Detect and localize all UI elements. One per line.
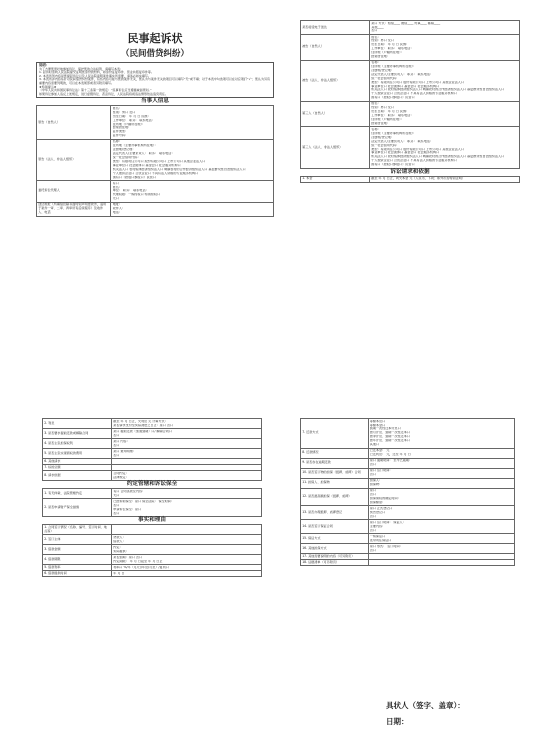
form-row (43, 449, 262, 459)
section-claims-heading: 诉讼请求和依据 (390, 168, 430, 175)
field-line: 证件号码： (112, 134, 129, 138)
row-label: 3. 是否要求提前还款或解除合同 (43, 429, 112, 439)
field-line: 担保物： (369, 483, 383, 487)
field-line: 约定： (113, 545, 123, 549)
row-label: 12. 是否最高额担保（抵押、质押） (301, 488, 369, 506)
field-line: 其他口 (369, 443, 380, 447)
row-label: 11. 担保人、担保物 (301, 478, 369, 488)
field-line: 性别：男口 女口 (371, 39, 394, 43)
form-row (37, 181, 274, 203)
form-row (43, 555, 262, 565)
form-row (301, 544, 515, 554)
form-row (301, 419, 515, 449)
row-field[interactable] (112, 525, 262, 535)
field-line: 工作单位： 职务： 联系电话： (371, 114, 414, 118)
field-line: 无口 (113, 493, 120, 497)
field-line: 担保人： (369, 479, 383, 483)
field-line: 到期一次性还本付息口 (369, 427, 401, 431)
page-3 (42, 418, 262, 736)
field-line: 否口 (113, 511, 120, 515)
form-row (43, 429, 262, 439)
field-line: 否口 (369, 493, 376, 497)
field-line: 担保额度： (369, 500, 386, 504)
field-line: 经常居住地： (371, 55, 390, 59)
field-line: 有口 (112, 181, 119, 185)
form-row (43, 489, 262, 499)
row-label: 4. 借款期限 (43, 555, 112, 565)
page-1 (36, 20, 274, 350)
field-line: 已还本金： 元 (369, 449, 390, 453)
field-line: 注册地/登记地： (371, 68, 394, 72)
form-row (37, 202, 274, 216)
claims-table (300, 176, 520, 183)
form-row (301, 448, 515, 458)
field-line: 已经诉前保全：是口 保全法院： 保全时间： (113, 499, 174, 503)
row-label: 8. 请求依据 (43, 471, 112, 481)
field-line: 机关法人口 农村集体经济组织法人口 城镇农村的合作经济组织法人口 基层群众性自治组织法人口 (371, 88, 505, 92)
row-field[interactable] (370, 176, 520, 182)
field-line: 工作单位： 职务： 联系电话： (371, 47, 414, 51)
field-line: 事业单位口 社会团体口 基金会口 社会服务机构口 (371, 151, 440, 155)
field-line: 事业单位口 社会团体口 基金会口 社会服务机构口 (112, 163, 181, 167)
claims-table-continued (42, 418, 262, 481)
field-line: 出生日期： 年 月 日 民族： (371, 110, 410, 114)
row-label: 1. 本金 (301, 176, 370, 182)
form-row (43, 471, 262, 481)
form-row (301, 468, 515, 478)
instructions-heading: 说明： (39, 63, 50, 67)
field-line: 是口 方式：短信____ 微信____ 传真____ 邮箱____ (371, 21, 441, 25)
field-line: 地址： (112, 203, 122, 207)
page-4 (300, 418, 515, 718)
field-line: 是口 签订时间： (369, 469, 393, 473)
field-line: 约定期限： 年 月 日起至 年 月 日止 (113, 559, 163, 563)
field-line: 利率口 %/年（月/日/年息/月息）/复利口 (113, 565, 169, 569)
field-line: 等额本金口 (369, 423, 386, 427)
field-line: 已还利息： 元，还至 年 月 日 (369, 453, 411, 457)
field-line: 法定代表人/主要负责人： 职务： 联系电话： (112, 152, 175, 156)
field-line: 借款人： (113, 539, 126, 543)
field-line: 统一社会信用代码： (371, 143, 400, 147)
field-line (113, 466, 260, 470)
field-line (370, 555, 513, 559)
section-parties-heading: 当事人信息 (141, 98, 169, 105)
field-line: 收件人： (112, 207, 126, 211)
form-row (301, 34, 520, 60)
row-field[interactable] (370, 127, 520, 168)
field-line: 住所地（主要办事机构所在地）： (112, 144, 158, 148)
row-field[interactable] (112, 571, 262, 577)
field-line: 否口 (369, 463, 376, 467)
field-line: 住所地（户籍所在地）： (371, 51, 404, 55)
row-field[interactable] (112, 535, 262, 545)
field-line: 是口 费用明细： (113, 449, 136, 453)
field-line: 是口 签订时间： 保证人： (369, 520, 406, 524)
row-label: 5. 借款利率 (43, 565, 112, 571)
field-line: 等额本息口 (369, 419, 386, 423)
field-line: 法定代表人/主要负责人： 职务： 联系电话： (371, 139, 434, 143)
instruction-item: 2. 本表所列内容是您提起诉讼以及人民法院查明案件事实所需要，请务必如实填写。 (39, 73, 151, 78)
row-field[interactable] (370, 60, 520, 101)
row-label: 18. 证据清单（可另附页） (301, 560, 369, 566)
row-label: 7. 标的总额 (43, 465, 112, 471)
field-line: 个人独资企业口 合伙企业口 不具有法人资格的专业服务机构口 (371, 92, 457, 96)
row-field[interactable] (368, 534, 514, 544)
form-row (301, 506, 515, 520)
row-field[interactable] (112, 489, 262, 499)
field-line: 个人独资企业口 合伙企业口 不具有法人资格的专业服务机构口 (371, 159, 457, 163)
row-label: 7. 还款方式 (301, 419, 369, 449)
row-field[interactable] (368, 468, 514, 478)
instructions-list (39, 68, 271, 97)
field-line: 实际提供： (113, 549, 129, 553)
row-label: 2. 利息 (43, 419, 112, 429)
date-label: 日期： (386, 717, 409, 726)
row-label: 送达地址（所填信息除书面特别声明更改外，适用于案件一审、二审、再审所有后续程序）及收件人、电话 (37, 202, 111, 216)
field-line: 否口 (113, 433, 120, 437)
field-line: 其他____ (371, 25, 384, 29)
form-row (43, 545, 262, 555)
row-field[interactable] (370, 101, 520, 127)
row-label: 13. 是否办理抵押、质押登记 (301, 506, 369, 520)
row-field[interactable] (111, 106, 274, 139)
field-line: 名称： (371, 61, 381, 65)
row-field[interactable] (368, 419, 514, 449)
field-line: 事业单位口 社会团体口 基金会口 社会服务机构口 (371, 84, 440, 88)
form-row (301, 127, 520, 168)
field-line: 注册地/登记地： (371, 135, 394, 139)
instruction-item: ★特别提示★ (39, 84, 57, 89)
field-line: 性别：男口 女口 (371, 106, 394, 110)
row-field[interactable] (368, 488, 514, 506)
section-jurisdiction-heading: 约定管辖和诉讼保全 (126, 481, 178, 488)
row-field[interactable] (368, 448, 514, 458)
field-line: 无口 (112, 197, 119, 201)
signature-label: 具状人（签字、盖章）： (386, 701, 465, 710)
field-line: 性别：男口 女口 (112, 110, 136, 114)
field-line: 贷款人： (113, 535, 126, 539)
row-label: 委托诉讼代理人 (37, 181, 111, 203)
form-row (43, 499, 262, 517)
row-field[interactable] (368, 544, 514, 554)
field-line: 是口 (369, 489, 376, 493)
row-field[interactable] (112, 555, 262, 565)
row-field[interactable] (370, 21, 520, 35)
form-row (301, 534, 515, 544)
instruction-item: 3. 本表所涉内容系针对民间借贷纠纷案件，有些内容可能与您的案件无关，您认为与案件无关的项目可以填写“无”或不填；对于本表中勾选项可以在对应项打“√”；您认为另有重要内容需要列明的，可以在本表尾部或者另附页填写。 (39, 77, 270, 85)
row-label: 第三人（法人、非法人组织） (301, 127, 370, 168)
parties-table (36, 105, 274, 216)
field-line: 截至 年 月 日止，尚欠本金 元（人民币，下同；如外币需特别注明） (371, 177, 465, 181)
field-line: 否口 (369, 548, 376, 552)
row-field[interactable] (368, 560, 514, 566)
jurisdiction-table (42, 488, 262, 517)
field-line: 国有口（控股口参股口）民营口 (371, 96, 415, 100)
row-label: 6. 借款提供时间 (43, 571, 112, 577)
field-line: 工作单位： 职务： 联系电话： (112, 118, 155, 122)
field-line: 担保债权的确定时间： (369, 496, 401, 500)
row-label: 16. 其他担保方式 (301, 544, 369, 554)
field-line (113, 460, 260, 464)
parties-table-continued (300, 20, 520, 169)
row-label: 17. 其他需要说明的内容（可另附页） (301, 554, 369, 560)
field-line: 住所地（户籍所在地）： (371, 118, 404, 121)
field-line: 国有口（控股口参股口）民营口 (112, 175, 156, 179)
field-line: 是否到期：是口 否口 (113, 555, 143, 559)
field-line: 统一社会信用代码： (371, 76, 400, 80)
field-line: 是否请求支付至实际清偿之日止：是口 否口 (113, 423, 174, 427)
row-field[interactable] (112, 471, 262, 481)
row-field[interactable] (368, 506, 514, 520)
field-line: 按季计息、到期一次性还本口 (369, 435, 410, 439)
row-field[interactable] (368, 520, 514, 534)
form-row (37, 139, 274, 180)
facts-table-continued (300, 418, 515, 566)
form-row (43, 419, 262, 429)
row-label: 9. 是否存在逾期还款 (301, 458, 369, 468)
form-row (301, 458, 515, 468)
document-subtitle: （民间借贷纠纷） (120, 49, 189, 59)
field-line: 注册地/登记地： (112, 148, 136, 152)
row-label: 4. 是否主张担保权利 (43, 439, 112, 449)
field-line: 住所地（户籍所在地）： (112, 122, 146, 126)
field-line: 法定代表人/主要负责人： 职务： 联系电话： (371, 72, 434, 76)
row-field[interactable] (112, 439, 262, 449)
field-line: 住所地（主要办事机构所在地）： (371, 131, 417, 135)
row-label: 15. 保证方式 (301, 534, 369, 544)
field-line: 申请诉讼保全：是口 (113, 507, 142, 511)
field-line: 一般保证口 (369, 534, 386, 538)
instructions-box (36, 62, 274, 98)
form-row (43, 525, 262, 535)
row-label: 14. 是否签订保证合同 (301, 520, 369, 534)
field-line: 是口 内容： (113, 439, 130, 443)
field-line: 名称： (371, 128, 381, 131)
form-row (301, 60, 520, 101)
row-field[interactable] (370, 34, 520, 60)
field-line: 姓名： (371, 102, 381, 106)
row-label: 10. 是否签订物的担保（抵押、质押）合同 (301, 468, 369, 478)
form-row (301, 520, 515, 534)
field-line: 姓名： (112, 106, 122, 110)
facts-table (42, 524, 262, 577)
row-field[interactable] (112, 449, 262, 459)
row-field[interactable] (111, 202, 274, 216)
field-line (113, 528, 260, 532)
field-line: 连带责任保证口 (369, 538, 392, 542)
field-line: 预告登记口 (369, 510, 386, 514)
row-label: 6. 其他请求 (43, 459, 112, 465)
field-line: 否口 (113, 453, 120, 457)
field-line: 是口 逾期时间： 至今已逾期： (369, 459, 412, 463)
row-label: 8. 还款情况 (301, 448, 369, 458)
field-line: 国有口（控股口参股口）民营口 (371, 163, 415, 167)
form-row (301, 101, 520, 127)
field-line: 按年计息、到期一次性还本口 (369, 439, 410, 443)
field-line: 机关法人口 农村集体经济组织法人口 城镇农村的合作经济组织法人口 基层群众性自治组织法人口 (371, 155, 505, 159)
field-line: 证件类型： (112, 130, 129, 134)
field-line: 有口 合同条款及内容： (113, 489, 146, 493)
row-field[interactable] (368, 478, 514, 488)
field-line: 单位： 职务： 联系电话： (112, 189, 149, 193)
field-line: 否口 (371, 29, 378, 33)
row-label: 第三人（自然人） (301, 101, 370, 127)
field-line: 出生日期： 年 月 日 民族： (371, 43, 410, 47)
row-label: 1. 有无仲裁、法院管辖约定 (43, 489, 112, 499)
form-row (37, 106, 274, 139)
form-row (43, 439, 262, 449)
document-title: 民事起诉状 (127, 32, 183, 45)
instruction-item: 1. 起诉时需向人民法院提交证明您身份的材料，如身份证复印件、营业执照复印件等。 (39, 70, 154, 75)
instruction-item: 为了方便您更好地参加诉讼，保护您的合法权利，请填写本表： (39, 66, 124, 71)
row-field[interactable] (111, 181, 274, 203)
field-line: 统一社会信用代码： (112, 156, 141, 159)
row-field[interactable] (112, 429, 262, 439)
row-label: 原告（法人、非法人组织） (37, 139, 111, 180)
row-label: 原告（自然人） (37, 106, 111, 139)
field-line: 类型：有限责任公司口 股份有限公司口 上市公司口 其他企业法人口 (371, 80, 464, 84)
field-line: 主要内容： (369, 524, 386, 528)
field-line: 是口 正式登记口 (369, 506, 393, 510)
field-line: 类型：有限责任公司口 股份有限公司口 上市公司口 其他企业法人口 (112, 159, 206, 163)
form-row (301, 560, 515, 566)
field-line: 经常居住地： (371, 121, 390, 125)
form-row (301, 478, 515, 488)
row-label: 是否接受电子送达 (301, 21, 370, 35)
field-line: 经常居住地： (112, 126, 132, 130)
form-row (301, 21, 520, 35)
field-line: 合同约定： (113, 471, 129, 475)
field-line: 否口 (369, 514, 376, 518)
instruction-item: 《中华人民共和国民事诉讼法》第十三条第一款规定：“民事诉讼应当遵循诚信原则。” (39, 88, 152, 93)
field-line: 机关法人口 农村集体经济组织法人口 城镇农村的合作经济组织法人口 基层群众性自治组织法人口 (112, 167, 246, 171)
form-row (43, 535, 262, 545)
field-line: 名称： (112, 140, 122, 144)
row-field[interactable] (368, 458, 514, 468)
field-line: 是口 形式： 签订时间： (369, 544, 403, 548)
row-field[interactable] (112, 419, 262, 429)
row-label: 5. 是否主张实现债权的费用 (43, 449, 112, 459)
field-line: 按月计息、到期一次性还本口 (369, 431, 410, 435)
field-line: 出生日期： 年 月 日 民族： (112, 114, 151, 118)
field-line: 年 月 日 (113, 571, 125, 575)
row-label: 被告（法人、非法人组织） (301, 60, 370, 101)
instruction-item: 如果诉讼参加人违反上述规定，进行虚假诉讼、恶意诉讼，人民法院将视违法情形依法追究责任。 (39, 91, 169, 96)
field-line (370, 561, 513, 565)
field-line: 截至 年 月 日止，欠利息 元 计算方式： (113, 419, 168, 423)
field-line: 类型：有限责任公司口 股份有限公司口 上市公司口 其他企业法人口 (371, 147, 464, 151)
field-line: 法律规定： (113, 475, 129, 479)
section-facts-heading: 事实和理由 (138, 517, 166, 523)
row-label: 2. 是否申请财产保全措施 (43, 499, 112, 517)
row-field[interactable] (112, 499, 262, 517)
field-line: 姓名： (371, 35, 381, 39)
field-line: 代理权限：一般授权口 特别授权口 (112, 193, 161, 197)
field-line: 是口 提前还款（加速到期）口/ 解除合同口 (113, 429, 172, 433)
field-line: 否口 (113, 503, 120, 507)
field-line: 否口 (113, 443, 120, 447)
field-line: 姓名： (112, 185, 122, 189)
form-row (43, 571, 262, 577)
row-field[interactable] (111, 139, 274, 180)
field-line: 电话： (112, 211, 122, 215)
row-label: 1. 合同签订情况（名称、编号、签订时间、地点等） (43, 525, 112, 535)
row-label: 3. 借款金额 (43, 545, 112, 555)
field-line: 住所地（主要办事机构所在地）： (371, 65, 417, 69)
row-label: 被告（自然人） (301, 34, 370, 60)
page-2 (300, 20, 520, 340)
field-line: 否口 (369, 473, 376, 477)
form-row (301, 176, 520, 182)
row-label: 2. 签订主体 (43, 535, 112, 545)
field-line: 否口 (369, 528, 376, 532)
form-row (301, 488, 515, 506)
row-field[interactable] (112, 545, 262, 555)
field-line: 个人独资企业口 合伙企业口 不具有法人资格的专业服务机构口 (112, 171, 199, 175)
